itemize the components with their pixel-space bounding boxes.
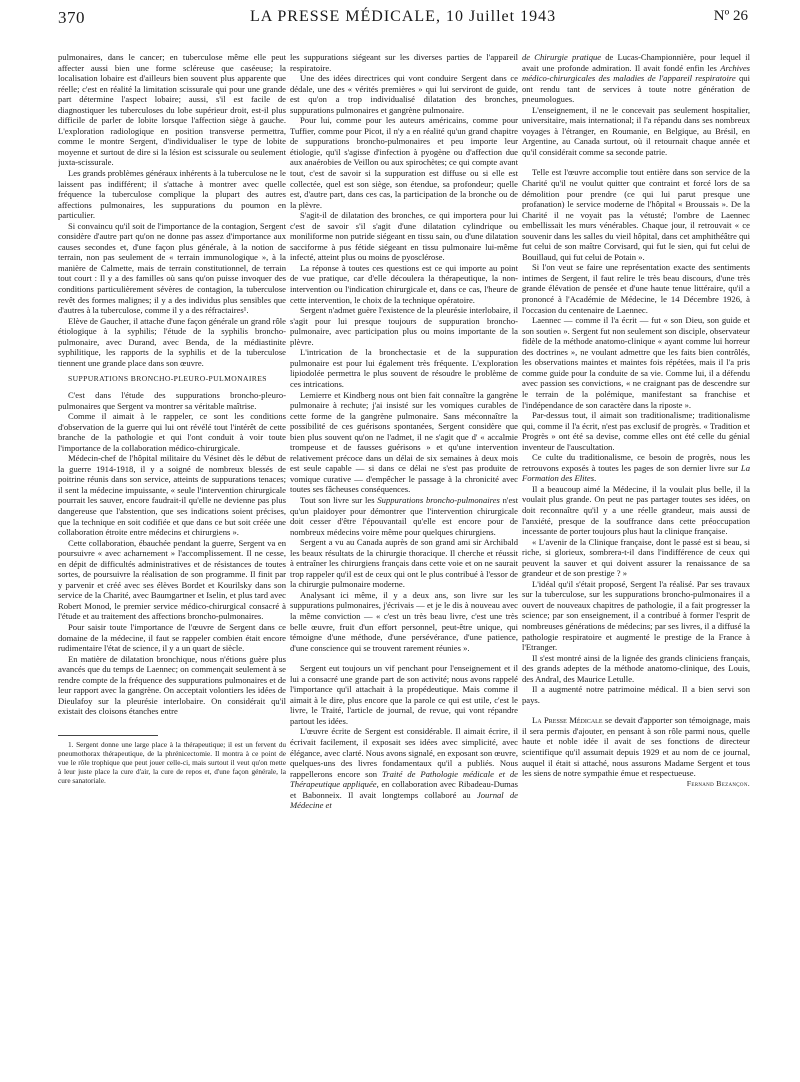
paragraph: Cette collaboration, ébauchée pendant la guerre, Sergent va en poursuivre « avec acharnement » l'accomplissement. Il ne cesse, en dépit de difficultés administratives et de résistances de toutes sortes, de poursuivre la réalisation de son programme. Il finit par y parvenir et créé avec ses élèves Bordet et Kourilsky dans son service de la Charité, avec Baumgartner et Iselin, et plus tard avec Robert Monod, le premier service médico-chirurgical consacré à l'étude et au traitement des affections broncho-pulmonaires. [58,537,286,622]
book-title: Traité de Pathologie médicale et de Thérapeutique appliquée [290,768,518,790]
paragraph: S'agit-il de dilatation des bronches, ce qui importera pour lui c'est de savoir s'il s'agit d'une dilatation cylindrique ou moniliforme non putride siégeant en tissu sain, ou d'une dilatation sacciforme à pus fétide siégeant en tissu pulmonaire lui-même infecté, atteint plus ou moins de pyosclérose. [290,210,518,263]
paragraph: Sergent n'admet guère l'existence de la pleurésie interlobaire, il s'agit pour lui presque toujours de suppuration broncho-pulmonaire, avec participation plus ou moins importante de la plèvre. [290,305,518,347]
paragraph: En matière de dilatation bronchique, nous n'étions guère plus avancés que du temps de Laennec; on commençait seulement à se rendre compte de la fréquence des suppurations pulmonaires et de leur rapport avec la gangrène. On acceptait volontiers les idées de Dieulafoy sur la pleurésie interlobaire. On considérait qu'il existait des cloisons étanches entre [58,653,286,717]
paragraph: Les grands problèmes généraux inhérents à la tuberculose ne le laissent pas indifférent; il s'attache à montrer avec quelle fréquence la tuberculose complique la plupart des autres affections pulmonaires, les suppurations du poumon en particulier. [58,168,286,221]
paragraph [522,715,750,778]
paragraph: Il a beaucoup aimé la Médecine, il la voulait plus belle, il la voulait plus grande. On peut ne pas partager toutes ses idées, on doit reconnaître qu'il y a une réelle grandeur, mais aussi de l'anxiété, presque de la souffrance dans cette préoccupation incessante de porter toujours plus haut la clinique française. [522,483,750,537]
book-title: La Formation des Elites [522,462,750,484]
paragraph: Telle est l'œuvre accomplie tout entière dans son service de la Charité qu'il ne voulut quitter que contraint et forcé lors de sa démolition pour prendre (ce qui lui parut presque une profanation) le service moderne de l'hôpital « Broussais ». De la Charité il ne voyait pas la vétusté; l'ombre de Laennec embellissait les murs vénérables. Chaque jour, il retrouvait « ce souvenir dans les salles du vieil hôpital, dans cet amphithéâtre qui fut celui de son maître Corvisard, qui fut le sien, qui fut celui de Bouillaud, qui fut celui de Potain ». [522,167,750,262]
column-1 [58,52,286,1012]
footnote: 1. Sergent donne une large place à la thérapeutique; il est un fervent du pneumothorax thérapeutique, de la phrénicectomie. Il montra à ce point de vue le rôle trophique que peut jouer celle-ci, mais surtout il veut qu'on mette à leur juste place la cure d'air, la cure de repos et, d'une façon générale, la cure sanatoriale. [58,739,286,785]
journal-title: LA PRESSE MÉDICALE, 10 Juillet 1943 [249,8,557,25]
paragraph [290,726,518,810]
page-number: 370 [58,8,85,27]
text-run: qui ont rendu tant de services à toute notre génération de pneumologues. [522,73,750,105]
paragraph: Comme il aimait à le rappeler, ce sont les conditions d'observation de la guerre qui lui ont révélé tout l'intérêt de cette branche de la pathologie et qui l'ont conduit à voir toute l'importance de la collaboration médico-chirurgicale. [58,411,286,453]
text-run: L'œuvre écrite de Sergent est considérable. Il aimait écrire, il écrivait facilement, il exposait ses idées avec simplicité, avec élégance, avec clarté. Nous avons signalé, en exposant son œuvre, quelques-uns des livres fondamentaux qu'il a publiés. Nous rappellerons encore son [290,726,518,779]
page-header [58,8,748,30]
issue-number: Nº 26 [713,8,748,24]
text-run: . [594,473,597,484]
text-run: Tout son livre sur les [300,494,378,505]
paragraph: pulmonaires, dans le cancer; en tuberculose même elle peut affecter aussi bien une forme scléreuse que caséeuse; la localisation lobaire est d'ailleurs bien souvent plus apparente que réelle; c'est en réalité la limitation scissurale qui pour une grande part détermine l'aspect lobaire; aussi, s'il est facile de diagnostiquer les tuberculoses du lobe supérieur droit, est-il plus difficile de parler de lobite lorsque l'affection siège à gauche. L'exploration radiologique en position transverse permettra, comme le montre Sergent, d'individualiser le type de lobite moyenne et surtout de dire si la lésion est scissurale ou seulement juxta-scissurale. [58,52,286,168]
paragraph: Sergent eut toujours un vif penchant pour l'enseignement et il lui a consacré une grande part de son activité; nous avons rappelé l'importance qu'il attachait à la propédeutique. Mais comme il aimait à le dire, plus encore que la parole ce qui est utile, c'est le livre, le Traité, l'article de journal, de revue, qui vont répandre partout les idées. [290,663,518,726]
paragraph: L'enseignement, il ne le concevait pas seulement hospitalier, universitaire, mais international; il l'a répandu dans ses nombreux voyages à l'étranger, en Roumanie, en Belgique, au Brésil, en Argentine, au Canada surtout, où il retournait chaque année et qu'il considérait comme sa seconde patrie. [522,104,750,157]
footnote-rule [58,735,158,736]
paragraph: Une des idées directrices qui vont conduire Sergent dans ce dédale, une des « vérités premières » qui lui serviront de guide, est qu'on a trop individualisé dilatation des bronches, suppurations pulmonaires et gangrène pulmonaire. [290,73,518,115]
paragraph: L'intrication de la bronchectasie et de la suppuration pulmonaire est pour lui également très fréquente. L'exploration lipiodolée permettra le plus souvent de résoudre le problème de ces intrications. [290,347,518,389]
paragraph: les suppurations siégeant sur les diverses parties de l'appareil respiratoire. [290,52,518,73]
paragraph [522,52,750,105]
text-run: n'est qu'un plaidoyer pour démontrer que l'intervention chirurgicale doit cesser d'être l'épouvantail qu'elle est encore pour de nombreux médecins voire même pour quelques chirurgiens. [290,494,518,537]
text-run: Ce culte du traditionalisme, ce besoin de progrès, nous les retrouvons exposés à toutes les pages de son dernier livre sur [522,452,750,473]
paragraph: Pour saisir toute l'importance de l'œuvre de Sergent dans ce domaine de la médecine, il faut se rappeler combien était encore rudimentaire l'état de science, il y a un quart de siècle. [58,621,286,654]
text-run: se devait d'apporter son témoignage, mais il sera permis d'ajouter, en pensant à son rôle parmi nous, quelle haute et noble idée il avait de ses fonctions de directeur scientifique qu'il assumait depuis 1929 et au nom de ce journal, auquel il était si attaché, nous assurons Madame Sergent et tous les siens de notre sympathie émue et respectueuse. [522,715,750,779]
paragraph: Pour lui, comme pour les auteurs américains, comme pour Tuffier, comme pour Picot, il n'y a en réalité qu'un grand chapitre de suppurations broncho-pulmonaires et peu importe leur étiologie, qu'il s'agisse d'infection à pyogène ou d'affection due aux anaérobies de Veillon ou aux spirochètes; ce qui compte avant tout, c'est de savoir si la suppuration est diffuse ou si elle est collectée, quel est son siège, son étendue, sa profondeur; quelle est, d'autre part, dans ces cas, la participation de la bronche ou de la plèvre. [290,115,518,210]
paragraph: Par-dessus tout, il aimait son traditionalisme; traditionalisme qui, comme il l'a écrit, n'est pas exclusif de progrès. « Tradition et Progrès » ont été sa devise, comme elles ont été celle du génial inventeur de l'auscultation. [522,410,750,452]
paragraph [290,495,518,537]
paragraph: Analysant ici même, il y a deux ans, son livre sur les suppurations pulmonaires, j'écrivais — et je le dis à nouveau avec la même conviction — « c'est un très beau livre, c'est une très belle œuvre, fruit d'un effort personnel, peut-être unique, qui témoigne d'une méthode, d'une persévérance, d'une patience, d'une conscience qui se trouvent rarement réunies ». [290,589,518,653]
journal-name: Journal de Médecine et [290,789,518,811]
journal-name: de Chirurgie pratique [522,52,602,62]
paragraph: Il a augmenté notre patrimoine médical. Il a bien servi son pays. [522,684,750,705]
paragraph: Sergent a vu au Canada auprès de son grand ami sir Archibald les beaux résultats de la chirurgie thoracique. Il cherche et réussit à entraîner les chirurgiens français dans cette voie et on ne saurait trop rappeler qu'il est de ceux qui ont le plus contribué à l'essor de la chirurgie pulmonaire moderne. [290,537,518,590]
column-2 [290,52,518,1052]
text-run: , en collaboration avec Ribadeau-Dumas et Babonneix. Il avait longtemps collaboré au [290,779,518,800]
paragraph: Médecin-chef de l'hôpital militaire du Vésinet dès le début de la guerre 1914-1918, il y a soigné de nombreux blessés de poitrine réunis dans son service, atteints de suppurations tenaces; il sent la médecine impuissante, « seule l'intervention chirurgicale pourrait les sauver, encore faudrait-il qu'elle ne devienne pas plus dangereuse que l'abstention, que ses indications soient précises, que la technique en soit codifiée et que dans ce but soit créée une collaboration étroite entre médecins et chirurgiens ». [58,453,286,538]
paragraph: C'est dans l'étude des suppurations broncho-pleuro-pulmonaires que Sergent va montrer sa véritable maîtrise. [58,389,286,411]
paragraph: Si convaincu qu'il soit de l'importance de la contagion, Sergent considère d'autre part qu'on ne donne pas assez d'importance aux causes secondes et, d'une façon plus générale, à la notion de terrain, non pas seulement de « terrain immunologique », à la manière de Calmette, mais de terrain constitutionnel, de terrain tout court : Il y a des familles où sans qu'on puisse invoquer des conditions particulièrement sévères de contagion, la tuberculose revêt des formes malignes; il y a des individus plus sensibles que d'autres à la tuberculose, comme il y a des réfractaires¹. [58,220,286,316]
paragraph: La réponse à toutes ces questions est ce qui importe au point de vue pratique, car d'elle découlera la thérapeutique, la non-intervention ou l'indication chirurgicale et, dans ce cas, l'heure de cette intervention, le choix de la technique opératoire. [290,262,518,305]
paragraph: L'idéal qu'il s'était proposé, Sergent l'a réalisé. Par ses travaux sur la tuberculose, sur les suppurations broncho-pulmonaires il a ouvert de nouveaux chapitres de pathologie, il a fait progresser la science; par son enseignement, il a contribué à former l'esprit de nombreuses générations de médecins; par ses livres, il a diffusé la pathologie respiratoire et augmenté le prestige de la France à l'Etranger. [522,578,750,653]
paragraph: Elève de Gaucher, il attache d'une façon générale un grand rôle étiologique à la syphilis; l'étude de la syphilis broncho-pulmonaire, avec Durand, avec Benda, de la médiastinite syphilitique, les rapports de la syphilis et de la tuberculose tiennent une grande place dans son œuvre. [58,315,286,368]
book-title: Suppurations broncho-pulmonaires [377,494,500,505]
journal-name: La Presse Médicale [532,715,603,726]
journal-name: Archives médico-chirurgicales des maladies de l'appareil respiratoire [522,62,750,84]
paragraph: Si l'on veut se faire une représentation exacte des sentiments intimes de Sergent, il faut relire le très beau discours, d'une très grande élévation de pensée et d'une haute tenue littéraire, qu'il a prononcé à l'Académie de Médecine, le 14 Décembre 1926, à l'occasion du centenaire de Laennec. [522,262,750,315]
paragraph: Il s'est montré ainsi de la lignée des grands cliniciens français, des grands adeptes de la méthode anatomo-clinique, des Louis, des Andral, des Maurice Letulle. [522,652,750,684]
paragraph: « L'avenir de la Clinique française, dont le passé est si beau, si riche, si glorieux, sombrera-t-il dans l'indifférence de ceux qui peuvent la sauver et qui doivent assurer la renaissance de sa grandeur et de son prestige ? » [522,536,750,579]
section-heading: SUPPURATIONS BRONCHO-PLEURO-PULMONAIRES [68,374,267,384]
column-3 [522,52,750,1032]
text-run: de Lucas-Championnière, pour lequel il avait une profonde admiration. Il avait fondé enfin les [522,52,750,73]
paragraph: Lemierre et Kindberg nous ont bien fait connaître la gangrène pulmonaire à rechute; j'ai insisté sur les vomiques curables de cette forme de la gangrène pulmonaire. Sans méconnaître la possibilité de ces guérisons spontanées, Sergent considère que bien plus souvent qu'on ne l'admet, il ne s'agit que d' « accalmie trompeuse et de fausses guérisons » et qu'une intervention relativement précoce dans un délai de six semaines à deux mois est seule capable — si dans ce délai ne s'est pas produite de vomique curative — d'empêcher le passage à la chronicité avec toutes ses fâcheuses conséquences. [290,389,518,495]
paragraph: Laennec — comme il l'a écrit — fut « son Dieu, son guide et son soutien ». Sergent fut non seulement son disciple, observateur fidèle de la méthode anatomo-clinique « ayant comme lui horreur des doctrines », ne voulant admettre que les faits bien contrôlés, les observations maintes et maintes fois répétées, mais il l'a pris comme guide pour la conduite de sa vie. Comme lui, il a défendu avec passion ses convictions, « ne craignant pas de descendre sur le terrain de la polémique, manifestant sa franchise et l'indépendance de son caractère dans la riposte ». [522,315,750,410]
author-signature: Fernand Bezançon. [686,778,750,788]
paragraph [522,452,750,484]
